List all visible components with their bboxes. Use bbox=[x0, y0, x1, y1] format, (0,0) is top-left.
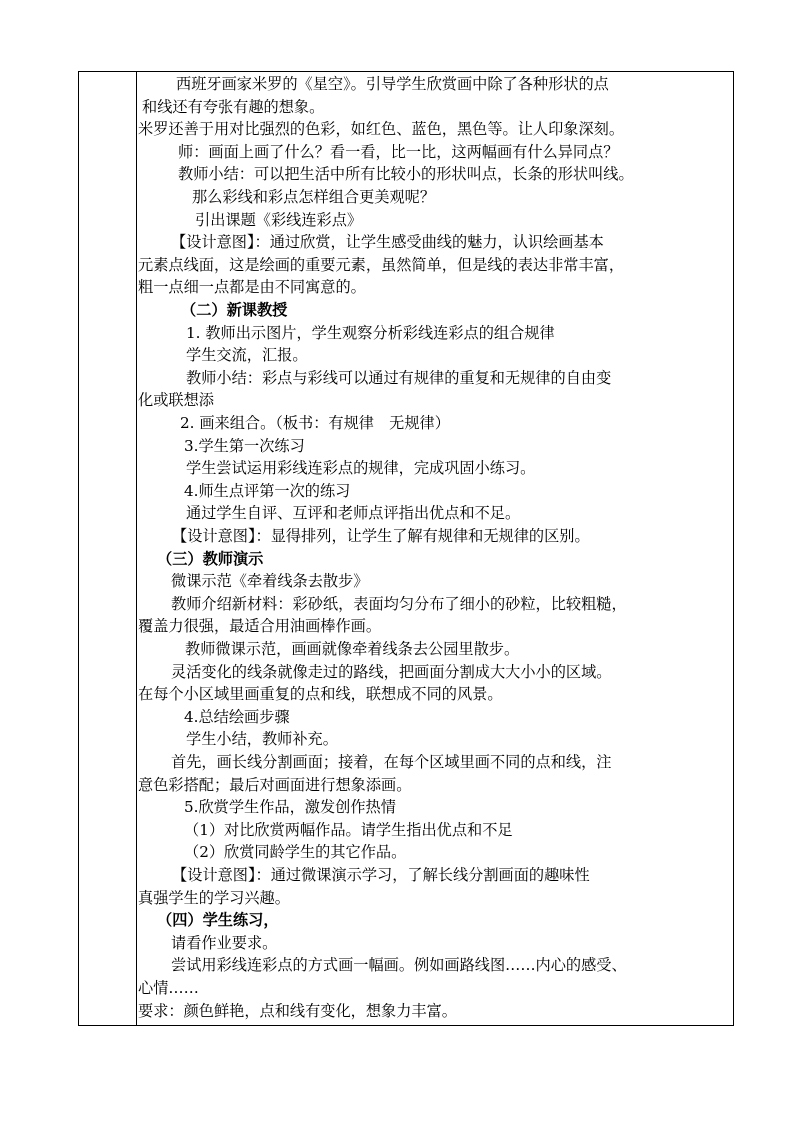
text-line: （2）欣赏同龄学生的其它作品。 bbox=[184, 843, 407, 862]
column-divider bbox=[136, 72, 137, 1025]
text-line: 灵活变化的线条就像走过的路线，把画面分割成大大小小的区域。 bbox=[171, 662, 612, 681]
section-heading: （二）新课教授 bbox=[181, 301, 288, 319]
text-line: 4.总结绘画步骤 bbox=[184, 707, 290, 726]
text-line: 微课示范《牵着线条去散步》 bbox=[171, 572, 369, 591]
text-line: 意色彩搭配；最后对画面进行想象添画。 bbox=[138, 775, 412, 794]
text-line: 学生尝试运用彩线连彩点的规律，完成巩固小练习。 bbox=[186, 459, 536, 478]
text-line: 尝试用彩线连彩点的方式画一幅画。例如画路线图……内心的感受、 bbox=[171, 956, 627, 975]
text-line: 教师小结：彩点与彩线可以通过有规律的重复和无规律的自由变 bbox=[186, 368, 612, 387]
text-line: 4.师生点评第一次的练习 bbox=[184, 481, 351, 500]
text-line: 学生交流，汇报。 bbox=[186, 346, 308, 365]
text-line: 2. 画来组合。（板书：有规律 无规律） bbox=[180, 414, 450, 432]
text-line: 通过学生自评、互评和老师点评指出优点和不足。 bbox=[186, 504, 521, 523]
text-line: 米罗还善于用对比强烈的色彩，如红色、蓝色，黑色等。让人印象深刻。 bbox=[138, 120, 624, 139]
text-line: 西班牙画家米罗的《星空》。引导学生欣赏画中除了各种形状的点 bbox=[176, 75, 609, 93]
text-line: 引出课题《彩线连彩点》 bbox=[195, 210, 363, 229]
text-line: 心情…… bbox=[138, 979, 199, 997]
text-line: 元素点线面，这是绘画的重要元素，虽然简单，但是线的表达非常丰富， bbox=[138, 255, 624, 274]
text-line: 教师小结：可以把生活中所有比较小的形状叫点，长条的形状叫线。 bbox=[178, 165, 634, 184]
text-line: 真强学生的学习兴趣。 bbox=[138, 888, 290, 907]
text-line: 教师介绍新材料：彩砂纸，表面均匀分布了细小的砂粒，比较粗糙， bbox=[171, 594, 627, 613]
section-heading: （三）教师演示 bbox=[157, 549, 264, 568]
design-intent-line: 【设计意图】：通过微课演示学习，了解长线分割画面的趣味性 bbox=[172, 866, 590, 884]
text-line: 学生小结，教师补充。 bbox=[186, 730, 338, 749]
text-line: 5.欣赏学生作品，激发创作热情 bbox=[184, 798, 396, 817]
text-line: 1. 教师出示图片，学生观察分析彩线连彩点的组合规律 bbox=[186, 323, 555, 342]
design-intent-line: 【设计意图】：通过欣赏，让学生感受曲线的魅力，认识绘画基本 bbox=[171, 233, 604, 252]
design-intent-line: 【设计意图】：显得排列，让学生了解有规律和无规律的区别。 bbox=[172, 527, 590, 545]
text-line: 化或联想添 bbox=[138, 391, 214, 410]
text-line: （1）对比欣赏两幅作品。请学生指出优点和不足 bbox=[184, 820, 513, 839]
text-line: 和线还有夸张有趣的想象。 bbox=[142, 97, 325, 116]
text-line: 要求：颜色鲜艳，点和线有变化，想象力丰富。 bbox=[138, 1001, 457, 1020]
text-line: 那么彩线和彩点怎样组合更美观呢？ bbox=[192, 188, 435, 206]
text-line: 首先，画长线分割画面；接着，在每个区域里画不同的点和线，注 bbox=[171, 753, 612, 771]
text-line: 粗一点细一点都是由不同寓意的。 bbox=[138, 278, 366, 297]
text-line: 师：画面上画了什么？看一看，比一比，这两幅画有什么异同点？ bbox=[178, 142, 619, 161]
text-line: 请看作业要求。 bbox=[171, 933, 278, 952]
text-line: 在每个小区域里画重复的点和线，联想成不同的风景。 bbox=[138, 685, 503, 704]
text-line: 3.学生第一次练习 bbox=[184, 436, 305, 455]
text-line: 教师微课示范，画画就像牵着线条去公园里散步。 bbox=[185, 640, 520, 658]
text-line: 覆盖力很强，最适合用油画棒作画。 bbox=[138, 617, 381, 636]
section-heading: （四）学生练习， bbox=[157, 911, 279, 930]
lesson-plan-table bbox=[78, 71, 734, 1026]
